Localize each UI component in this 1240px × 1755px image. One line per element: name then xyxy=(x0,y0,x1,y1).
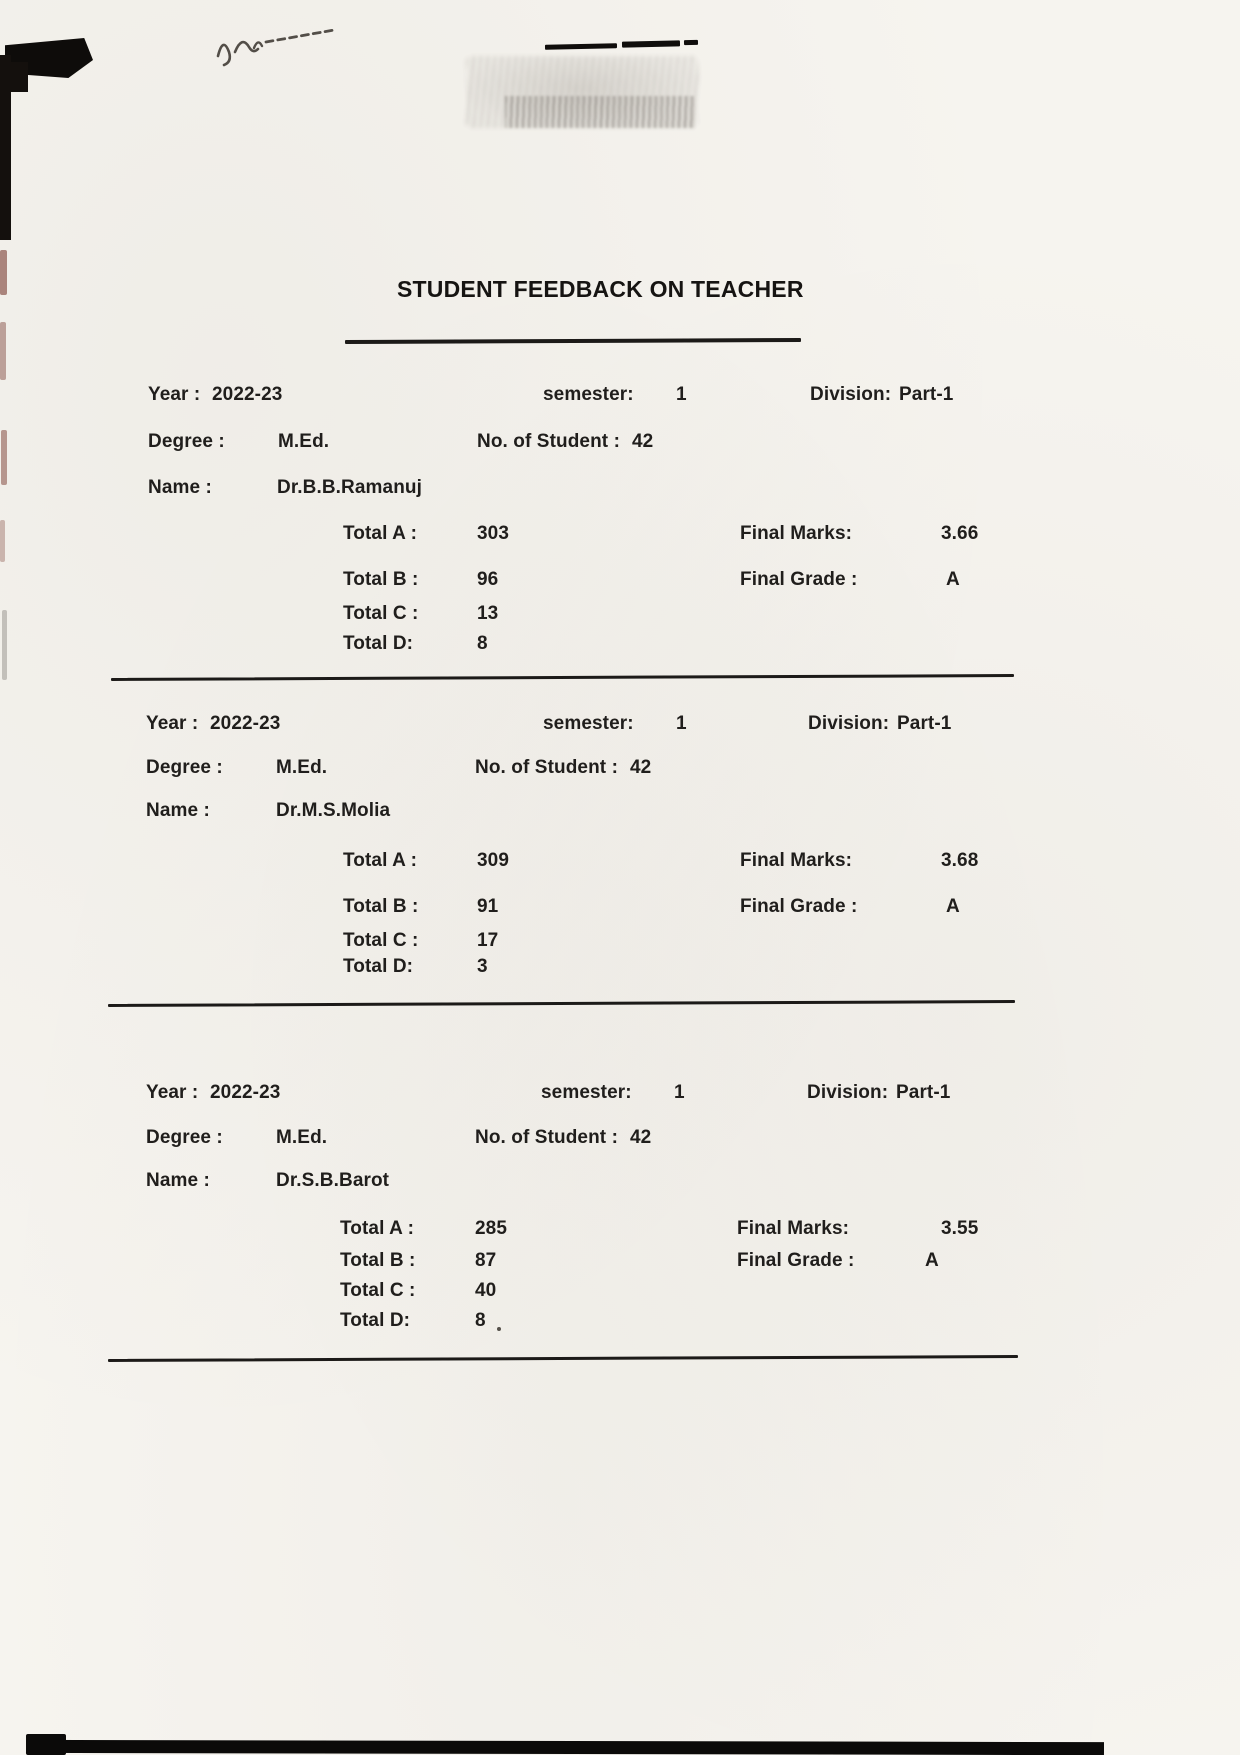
total-d-label: Total D: xyxy=(340,1310,411,1331)
total-c-label: Total C : xyxy=(343,603,419,624)
final-grade-label: Final Grade : xyxy=(740,569,858,590)
year-label: Year : xyxy=(148,384,201,405)
division-value: Part-1 xyxy=(896,1082,951,1103)
semester-label: semester: xyxy=(541,1082,632,1103)
semester-label: semester: xyxy=(543,713,634,734)
semester-label: semester: xyxy=(543,384,634,405)
students-label: No. of Student : xyxy=(477,431,621,452)
total-d-label: Total D: xyxy=(343,633,414,654)
title-underline xyxy=(345,338,801,343)
total-b-value: 96 xyxy=(477,569,499,590)
section-divider xyxy=(108,1355,1018,1361)
degree-value: M.Ed. xyxy=(276,757,328,778)
total-b-value: 91 xyxy=(477,896,499,917)
stamp-smudge-dark xyxy=(505,96,695,128)
year-value: 2022-23 xyxy=(212,384,283,405)
degree-label: Degree : xyxy=(146,1127,223,1148)
final-grade-label: Final Grade : xyxy=(737,1250,855,1271)
final-grade-value: A xyxy=(925,1250,939,1271)
final-marks-value: 3.66 xyxy=(941,523,979,544)
division-label: Division: xyxy=(807,1082,889,1103)
total-d-label: Total D: xyxy=(343,956,414,977)
name-label: Name : xyxy=(148,477,212,498)
division-value: Part-1 xyxy=(897,713,952,734)
scan-edge-mark xyxy=(0,250,7,295)
students-value: 42 xyxy=(632,431,654,452)
total-d-value: 8 xyxy=(475,1310,486,1331)
final-marks-value: 3.55 xyxy=(941,1218,979,1239)
degree-label: Degree : xyxy=(146,757,223,778)
students-label: No. of Student : xyxy=(475,1127,619,1148)
handwriting-mark xyxy=(208,20,338,72)
year-value: 2022-23 xyxy=(210,713,281,734)
final-marks-label: Final Marks: xyxy=(740,523,853,544)
scan-line-artifact xyxy=(684,40,698,45)
semester-value: 1 xyxy=(676,384,687,405)
degree-value: M.Ed. xyxy=(276,1127,328,1148)
name-value: Dr.S.B.Barot xyxy=(276,1170,390,1191)
division-label: Division: xyxy=(810,384,892,405)
final-grade-value: A xyxy=(946,569,960,590)
name-label: Name : xyxy=(146,800,210,821)
scan-line-artifact xyxy=(545,43,617,50)
scan-edge-mark xyxy=(0,322,6,380)
total-b-label: Total B : xyxy=(340,1250,416,1271)
final-grade-value: A xyxy=(946,896,960,917)
year-label: Year : xyxy=(146,713,199,734)
name-label: Name : xyxy=(146,1170,210,1191)
final-marks-label: Final Marks: xyxy=(737,1218,850,1239)
degree-label: Degree : xyxy=(148,431,225,452)
total-c-value: 17 xyxy=(477,930,499,951)
total-b-label: Total B : xyxy=(343,569,419,590)
total-c-value: 40 xyxy=(475,1280,497,1301)
scan-edge-mark xyxy=(1,430,7,485)
scan-edge-mark xyxy=(0,520,5,562)
page-title: STUDENT FEEDBACK ON TEACHER xyxy=(397,276,804,302)
total-c-value: 13 xyxy=(477,603,499,624)
total-a-value: 309 xyxy=(477,850,510,871)
scan-edge-bar xyxy=(0,62,28,92)
final-grade-label: Final Grade : xyxy=(740,896,858,917)
division-label: Division: xyxy=(808,713,890,734)
total-a-label: Total A : xyxy=(343,850,418,871)
total-c-label: Total C : xyxy=(343,930,419,951)
semester-value: 1 xyxy=(676,713,687,734)
students-label: No. of Student : xyxy=(475,757,619,778)
scan-speck xyxy=(497,1327,501,1331)
total-c-label: Total C : xyxy=(340,1280,416,1301)
year-label: Year : xyxy=(146,1082,199,1103)
section-divider xyxy=(108,1000,1015,1006)
total-d-value: 3 xyxy=(477,956,488,977)
degree-value: M.Ed. xyxy=(278,431,330,452)
total-a-value: 285 xyxy=(475,1218,508,1239)
total-a-label: Total A : xyxy=(343,523,418,544)
final-marks-label: Final Marks: xyxy=(740,850,853,871)
total-b-label: Total B : xyxy=(343,896,419,917)
scan-line-artifact xyxy=(622,40,680,47)
year-value: 2022-23 xyxy=(210,1082,281,1103)
total-d-value: 8 xyxy=(477,633,488,654)
scan-bottom-bar xyxy=(26,1740,1104,1755)
name-value: Dr.B.B.Ramanuj xyxy=(277,477,422,498)
total-a-value: 303 xyxy=(477,523,510,544)
final-marks-value: 3.68 xyxy=(941,850,979,871)
scan-edge-mark xyxy=(2,610,7,680)
semester-value: 1 xyxy=(674,1082,685,1103)
section-divider xyxy=(111,674,1014,680)
total-b-value: 87 xyxy=(475,1250,497,1271)
students-value: 42 xyxy=(630,1127,652,1148)
students-value: 42 xyxy=(630,757,652,778)
division-value: Part-1 xyxy=(899,384,954,405)
scan-bottom-bar-end xyxy=(26,1734,66,1755)
name-value: Dr.M.S.Molia xyxy=(276,800,391,821)
total-a-label: Total A : xyxy=(340,1218,415,1239)
